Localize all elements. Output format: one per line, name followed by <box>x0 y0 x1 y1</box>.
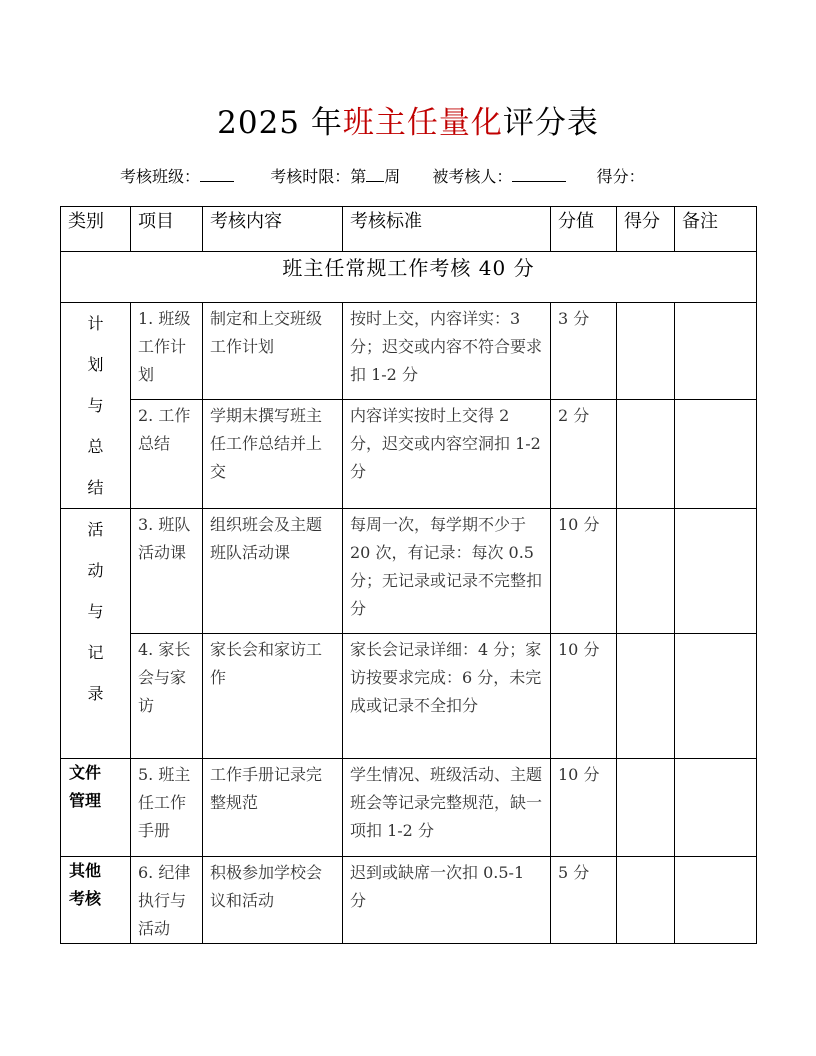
person-label: 被考核人： <box>432 167 513 186</box>
note-cell[interactable] <box>675 400 757 509</box>
header-cell: 备注 <box>675 207 757 252</box>
content-cell: 制定和上交班级工作计划 <box>203 303 343 400</box>
header-cell: 项目 <box>131 207 203 252</box>
category-cell <box>61 509 131 759</box>
points-cell: 3 分 <box>551 303 617 400</box>
category-label: 文件管理 <box>69 763 102 810</box>
category-label: 其他考核 <box>69 861 102 908</box>
score-cell[interactable] <box>617 509 675 634</box>
standard-cell: 迟到或缺席一次扣 0.5-1 分 <box>343 857 551 944</box>
table-header-row <box>61 207 757 252</box>
standard-cell: 每周一次，每学期不少于 20 次，有记录：每次 0.5 分；无记录或记录不完整扣分 <box>343 509 551 634</box>
points-cell: 10 分 <box>551 509 617 634</box>
category-cell <box>61 857 131 944</box>
content-cell: 组织班会及主题班队活动课 <box>203 509 343 634</box>
header-cell: 类别 <box>61 207 131 252</box>
title-rest: 评分表 <box>502 105 599 141</box>
header-cell: 分值 <box>551 207 617 252</box>
content-cell: 家长会和家访工作 <box>203 634 343 759</box>
content-cell: 学期末撰写班主任工作总结并上交 <box>203 400 343 509</box>
table-row <box>61 509 757 634</box>
period-label: 考核时限：第 <box>270 167 367 186</box>
standard-cell: 按时上交，内容详实：3 分；迟交或内容不符合要求扣 1-2 分 <box>343 303 551 400</box>
period-suffix: 周 <box>384 167 401 186</box>
title-year: 2025 年 <box>217 105 343 141</box>
section-row <box>61 252 757 303</box>
score-table <box>60 206 757 944</box>
table-row <box>61 303 757 400</box>
category-label: 活动与记录 <box>87 520 104 703</box>
points-cell: 10 分 <box>551 634 617 759</box>
points-cell: 2 分 <box>551 400 617 509</box>
item-cell: 5. 班主任工作手册 <box>131 759 203 857</box>
points-cell: 10 分 <box>551 759 617 857</box>
item-cell: 3. 班队活动课 <box>131 509 203 634</box>
title-highlight: 班主任量化 <box>342 105 503 141</box>
person-blank[interactable] <box>512 163 566 182</box>
content-cell: 工作手册记录完整规范 <box>203 759 343 857</box>
note-cell[interactable] <box>675 634 757 759</box>
header-cell: 得分 <box>617 207 675 252</box>
period-blank[interactable] <box>366 163 384 182</box>
header-cell: 考核标准 <box>343 207 551 252</box>
table-row <box>61 400 757 509</box>
note-cell[interactable] <box>675 303 757 400</box>
category-cell <box>61 303 131 509</box>
standard-cell: 家长会记录详细：4 分；家访按要求完成：6 分，未完成或记录不全扣分 <box>343 634 551 759</box>
note-cell[interactable] <box>675 759 757 857</box>
item-cell: 2. 工作总结 <box>131 400 203 509</box>
score-cell[interactable] <box>617 400 675 509</box>
standard-cell: 学生情况、班级活动、主题班会等记录完整规范，缺一项扣 1-2 分 <box>343 759 551 857</box>
points-cell: 5 分 <box>551 857 617 944</box>
item-cell: 6. 纪律执行与活动 <box>131 857 203 944</box>
class-label: 考核班级： <box>120 167 201 186</box>
info-line <box>120 163 760 191</box>
table-row <box>61 857 757 944</box>
score-label: 得分： <box>596 167 645 186</box>
category-label: 计划与总结 <box>87 314 104 497</box>
score-cell[interactable] <box>617 634 675 759</box>
section-title: 班主任常规工作考核 40 分 <box>61 252 757 303</box>
class-blank[interactable] <box>200 163 234 182</box>
category-cell <box>61 759 131 857</box>
content-cell: 积极参加学校会议和活动 <box>203 857 343 944</box>
header-cell: 考核内容 <box>203 207 343 252</box>
score-cell[interactable] <box>617 759 675 857</box>
item-cell: 1. 班级工作计划 <box>131 303 203 400</box>
standard-cell: 内容详实按时上交得 2 分，迟交或内容空洞扣 1-2 分 <box>343 400 551 509</box>
note-cell[interactable] <box>675 509 757 634</box>
table-row <box>61 634 757 759</box>
item-cell: 4. 家长会与家访 <box>131 634 203 759</box>
score-cell[interactable] <box>617 303 675 400</box>
table-row <box>61 759 757 857</box>
note-cell[interactable] <box>675 857 757 944</box>
score-cell[interactable] <box>617 857 675 944</box>
page-title <box>0 98 816 148</box>
